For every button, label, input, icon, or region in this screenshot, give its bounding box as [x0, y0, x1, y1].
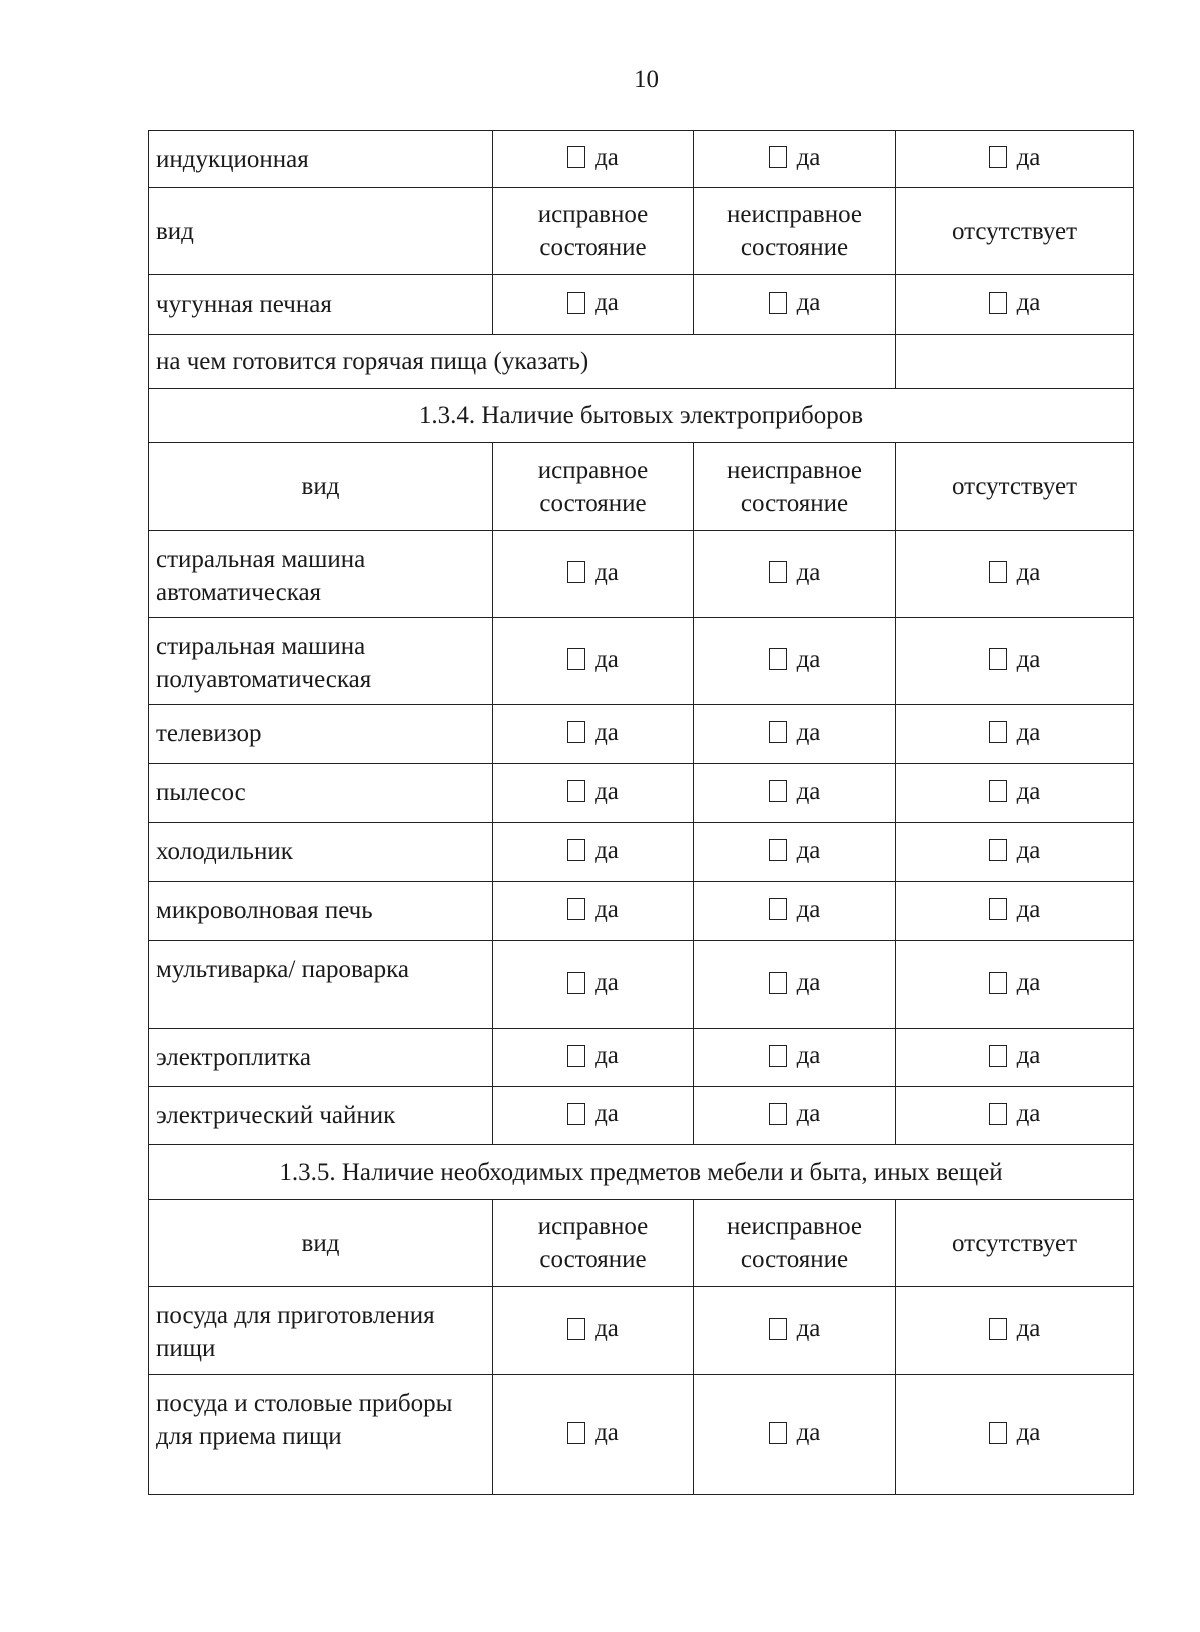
- yes-label: да: [1016, 1419, 1041, 1447]
- checkbox-square-icon: [769, 292, 787, 314]
- yes-label: да: [595, 1419, 619, 1447]
- checkbox-square-icon: [567, 1103, 585, 1125]
- checkbox-square-icon: [989, 1318, 1007, 1340]
- yes-checkbox[interactable]: [989, 1312, 1041, 1345]
- table-row: [149, 1375, 1134, 1495]
- yes-checkbox[interactable]: [989, 716, 1041, 749]
- yes-checkbox[interactable]: [989, 643, 1041, 676]
- yes-label: да: [796, 1042, 821, 1070]
- checkbox-square-icon: [567, 839, 585, 861]
- column-header-absent: отсутствует: [896, 443, 1134, 531]
- checkbox-square-icon: [567, 898, 585, 920]
- yes-checkbox[interactable]: [567, 893, 619, 926]
- column-header-working: исправное состояние: [493, 443, 694, 531]
- table-row: [149, 618, 1134, 705]
- yes-cell: [694, 618, 896, 705]
- checkbox-square-icon: [567, 1045, 585, 1067]
- yes-cell: [896, 1375, 1134, 1495]
- checkbox-square-icon: [989, 839, 1007, 861]
- yes-cell: [493, 531, 694, 618]
- yes-checkbox[interactable]: [769, 775, 821, 808]
- checkbox-square-icon: [769, 780, 787, 802]
- column-header-absent: отсутствует: [896, 188, 1134, 275]
- row-label: холодильник: [149, 823, 493, 882]
- checkbox-square-icon: [989, 1422, 1007, 1444]
- yes-label: да: [595, 718, 619, 746]
- yes-checkbox[interactable]: [989, 1039, 1041, 1072]
- yes-checkbox[interactable]: [989, 893, 1041, 926]
- yes-checkbox[interactable]: [567, 643, 619, 676]
- yes-checkbox[interactable]: [989, 1416, 1041, 1449]
- yes-checkbox[interactable]: [567, 286, 619, 319]
- yes-label: да: [796, 143, 821, 171]
- checkbox-square-icon: [567, 780, 585, 802]
- yes-cell: [493, 941, 694, 1029]
- yes-checkbox[interactable]: [567, 141, 619, 174]
- table-row: [149, 1287, 1134, 1375]
- yes-checkbox[interactable]: [769, 141, 821, 174]
- yes-cell: [493, 275, 694, 335]
- checkbox-square-icon: [989, 292, 1007, 314]
- yes-checkbox[interactable]: [989, 141, 1041, 174]
- row-label: пылесос: [149, 764, 493, 823]
- table-row: [149, 941, 1134, 1029]
- checkbox-square-icon: [989, 721, 1007, 743]
- yes-checkbox[interactable]: [567, 775, 619, 808]
- yes-cell: [896, 705, 1134, 764]
- yes-cell: [896, 941, 1134, 1029]
- yes-cell: [896, 1087, 1134, 1145]
- yes-cell: [896, 764, 1134, 823]
- yes-cell: [493, 1287, 694, 1375]
- yes-checkbox[interactable]: [567, 1097, 619, 1130]
- yes-checkbox[interactable]: [769, 1416, 821, 1449]
- yes-label: да: [595, 836, 619, 864]
- yes-checkbox[interactable]: [769, 1039, 821, 1072]
- yes-cell: [694, 275, 896, 335]
- row-label: электроплитка: [149, 1029, 493, 1087]
- yes-checkbox[interactable]: [567, 834, 619, 867]
- yes-checkbox[interactable]: [567, 1416, 619, 1449]
- checkbox-square-icon: [989, 1103, 1007, 1125]
- table-row: [149, 882, 1134, 941]
- row-label: на чем готовится горячая пища (указать): [149, 335, 896, 389]
- yes-label: да: [1016, 718, 1041, 746]
- yes-label: да: [1016, 777, 1041, 805]
- yes-label: да: [796, 1315, 821, 1343]
- yes-cell: [493, 618, 694, 705]
- yes-cell: [694, 1375, 896, 1495]
- yes-label: да: [796, 1419, 821, 1447]
- yes-cell: [493, 764, 694, 823]
- checkbox-square-icon: [769, 1318, 787, 1340]
- yes-label: да: [595, 143, 619, 171]
- yes-checkbox[interactable]: [567, 966, 619, 999]
- row-label: электрический чайник: [149, 1087, 493, 1145]
- yes-checkbox[interactable]: [567, 1039, 619, 1072]
- yes-cell: [896, 1029, 1134, 1087]
- yes-label: да: [595, 1315, 619, 1343]
- checkbox-square-icon: [989, 898, 1007, 920]
- yes-label: да: [595, 645, 619, 673]
- column-header-broken: неисправное состояние: [694, 1200, 896, 1287]
- yes-checkbox[interactable]: [769, 1097, 821, 1130]
- yes-label: да: [796, 969, 821, 997]
- yes-cell: [493, 131, 694, 188]
- yes-label: да: [1016, 895, 1041, 923]
- yes-label: да: [796, 645, 821, 673]
- yes-checkbox[interactable]: [769, 1312, 821, 1345]
- yes-cell: [694, 531, 896, 618]
- yes-cell: [896, 823, 1134, 882]
- yes-label: да: [1016, 289, 1041, 317]
- yes-cell: [694, 764, 896, 823]
- checkbox-square-icon: [567, 146, 585, 168]
- yes-cell: [896, 275, 1134, 335]
- checkbox-square-icon: [567, 292, 585, 314]
- yes-checkbox[interactable]: [989, 556, 1041, 589]
- yes-cell: [694, 1029, 896, 1087]
- yes-cell: [694, 882, 896, 941]
- column-header-absent: отсутствует: [896, 1200, 1134, 1287]
- yes-cell: [896, 531, 1134, 618]
- yes-label: да: [1016, 1315, 1041, 1343]
- yes-cell: [493, 1087, 694, 1145]
- yes-label: да: [595, 289, 619, 317]
- checkbox-square-icon: [567, 561, 585, 583]
- yes-label: да: [796, 289, 821, 317]
- checkbox-square-icon: [769, 561, 787, 583]
- yes-label: да: [595, 1100, 619, 1128]
- row-label: посуда для приготовления пищи: [149, 1287, 493, 1375]
- yes-checkbox[interactable]: [769, 556, 821, 589]
- yes-checkbox[interactable]: [989, 834, 1041, 867]
- row-label: чугунная печная: [149, 275, 493, 335]
- checkbox-square-icon: [769, 146, 787, 168]
- yes-checkbox[interactable]: [989, 1097, 1041, 1130]
- yes-label: да: [595, 777, 619, 805]
- table-row: [149, 1087, 1134, 1145]
- appliance-rows: [149, 531, 1134, 1145]
- inspection-form-table: [148, 130, 1134, 1495]
- yes-cell: [694, 1087, 896, 1145]
- yes-cell: [896, 1287, 1134, 1375]
- yes-label: да: [1016, 969, 1041, 997]
- yes-cell: [493, 1375, 694, 1495]
- yes-checkbox[interactable]: [769, 716, 821, 749]
- column-header-vid: вид: [149, 443, 493, 531]
- checkbox-square-icon: [989, 146, 1007, 168]
- yes-label: да: [595, 1042, 619, 1070]
- table-row: [149, 823, 1134, 882]
- yes-cell: [896, 618, 1134, 705]
- yes-checkbox[interactable]: [769, 893, 821, 926]
- yes-label: да: [1016, 1100, 1041, 1128]
- column-header-working: исправное состояние: [493, 1200, 694, 1287]
- checkbox-square-icon: [989, 561, 1007, 583]
- yes-checkbox[interactable]: [567, 716, 619, 749]
- checkbox-square-icon: [769, 648, 787, 670]
- yes-checkbox[interactable]: [989, 966, 1041, 999]
- row-label: посуда и столовые приборы для приема пищи: [149, 1375, 493, 1495]
- yes-checkbox[interactable]: [989, 286, 1041, 319]
- row-label: индукционная: [149, 131, 493, 188]
- yes-checkbox[interactable]: [769, 966, 821, 999]
- yes-cell: [694, 823, 896, 882]
- checkbox-square-icon: [989, 780, 1007, 802]
- page-number: 10: [634, 66, 659, 93]
- yes-checkbox[interactable]: [567, 1312, 619, 1345]
- checkbox-square-icon: [769, 721, 787, 743]
- yes-label: да: [796, 1100, 821, 1128]
- yes-cell: [493, 823, 694, 882]
- checkbox-square-icon: [769, 839, 787, 861]
- yes-cell: [694, 131, 896, 188]
- hot-food-answer-field[interactable]: [896, 335, 1134, 389]
- row-label: микроволновая печь: [149, 882, 493, 941]
- yes-label: да: [1016, 143, 1041, 171]
- yes-checkbox[interactable]: [989, 775, 1041, 808]
- yes-checkbox[interactable]: [769, 643, 821, 676]
- yes-cell: [896, 882, 1134, 941]
- yes-cell: [896, 131, 1134, 188]
- section-heading-appliances: 1.3.4. Наличие бытовых электроприборов: [149, 389, 1134, 443]
- column-header-vid: вид: [149, 1200, 493, 1287]
- column-header-broken: неисправное состояние: [694, 188, 896, 275]
- yes-label: да: [595, 969, 619, 997]
- yes-label: да: [595, 558, 619, 586]
- yes-cell: [493, 882, 694, 941]
- checkbox-square-icon: [567, 1318, 585, 1340]
- yes-cell: [694, 1287, 896, 1375]
- row-label: стиральная машина полуавтоматическая: [149, 618, 493, 705]
- checkbox-square-icon: [567, 1422, 585, 1444]
- yes-label: да: [796, 895, 821, 923]
- yes-checkbox[interactable]: [769, 834, 821, 867]
- yes-label: да: [1016, 645, 1041, 673]
- checkbox-square-icon: [989, 1045, 1007, 1067]
- yes-label: да: [595, 895, 619, 923]
- table-row: [149, 705, 1134, 764]
- table-row: [149, 764, 1134, 823]
- yes-label: да: [796, 836, 821, 864]
- yes-label: да: [1016, 836, 1041, 864]
- checkbox-square-icon: [989, 648, 1007, 670]
- yes-cell: [493, 705, 694, 764]
- row-label: мультиварка/ пароварка: [149, 941, 493, 1029]
- section-heading-furniture: 1.3.5. Наличие необходимых предметов мебели и быта, иных вещей: [149, 1145, 1134, 1200]
- yes-label: да: [1016, 558, 1041, 586]
- yes-label: да: [796, 718, 821, 746]
- furniture-rows: [149, 1287, 1134, 1495]
- checkbox-square-icon: [769, 972, 787, 994]
- yes-label: да: [796, 777, 821, 805]
- table-row: [149, 1029, 1134, 1087]
- row-label: телевизор: [149, 705, 493, 764]
- column-header-working: исправное состояние: [493, 188, 694, 275]
- checkbox-square-icon: [567, 972, 585, 994]
- yes-checkbox[interactable]: [769, 286, 821, 319]
- checkbox-square-icon: [769, 1422, 787, 1444]
- yes-checkbox[interactable]: [567, 556, 619, 589]
- yes-cell: [694, 941, 896, 1029]
- column-header-vid: вид: [149, 188, 493, 275]
- row-label: стиральная машина автоматическая: [149, 531, 493, 618]
- yes-cell: [694, 705, 896, 764]
- checkbox-square-icon: [769, 898, 787, 920]
- checkbox-square-icon: [769, 1045, 787, 1067]
- checkbox-square-icon: [567, 721, 585, 743]
- yes-label: да: [796, 558, 821, 586]
- checkbox-square-icon: [989, 972, 1007, 994]
- yes-cell: [493, 1029, 694, 1087]
- table-row: [149, 531, 1134, 618]
- checkbox-square-icon: [769, 1103, 787, 1125]
- yes-label: да: [1016, 1042, 1041, 1070]
- column-header-broken: неисправное состояние: [694, 443, 896, 531]
- checkbox-square-icon: [567, 648, 585, 670]
